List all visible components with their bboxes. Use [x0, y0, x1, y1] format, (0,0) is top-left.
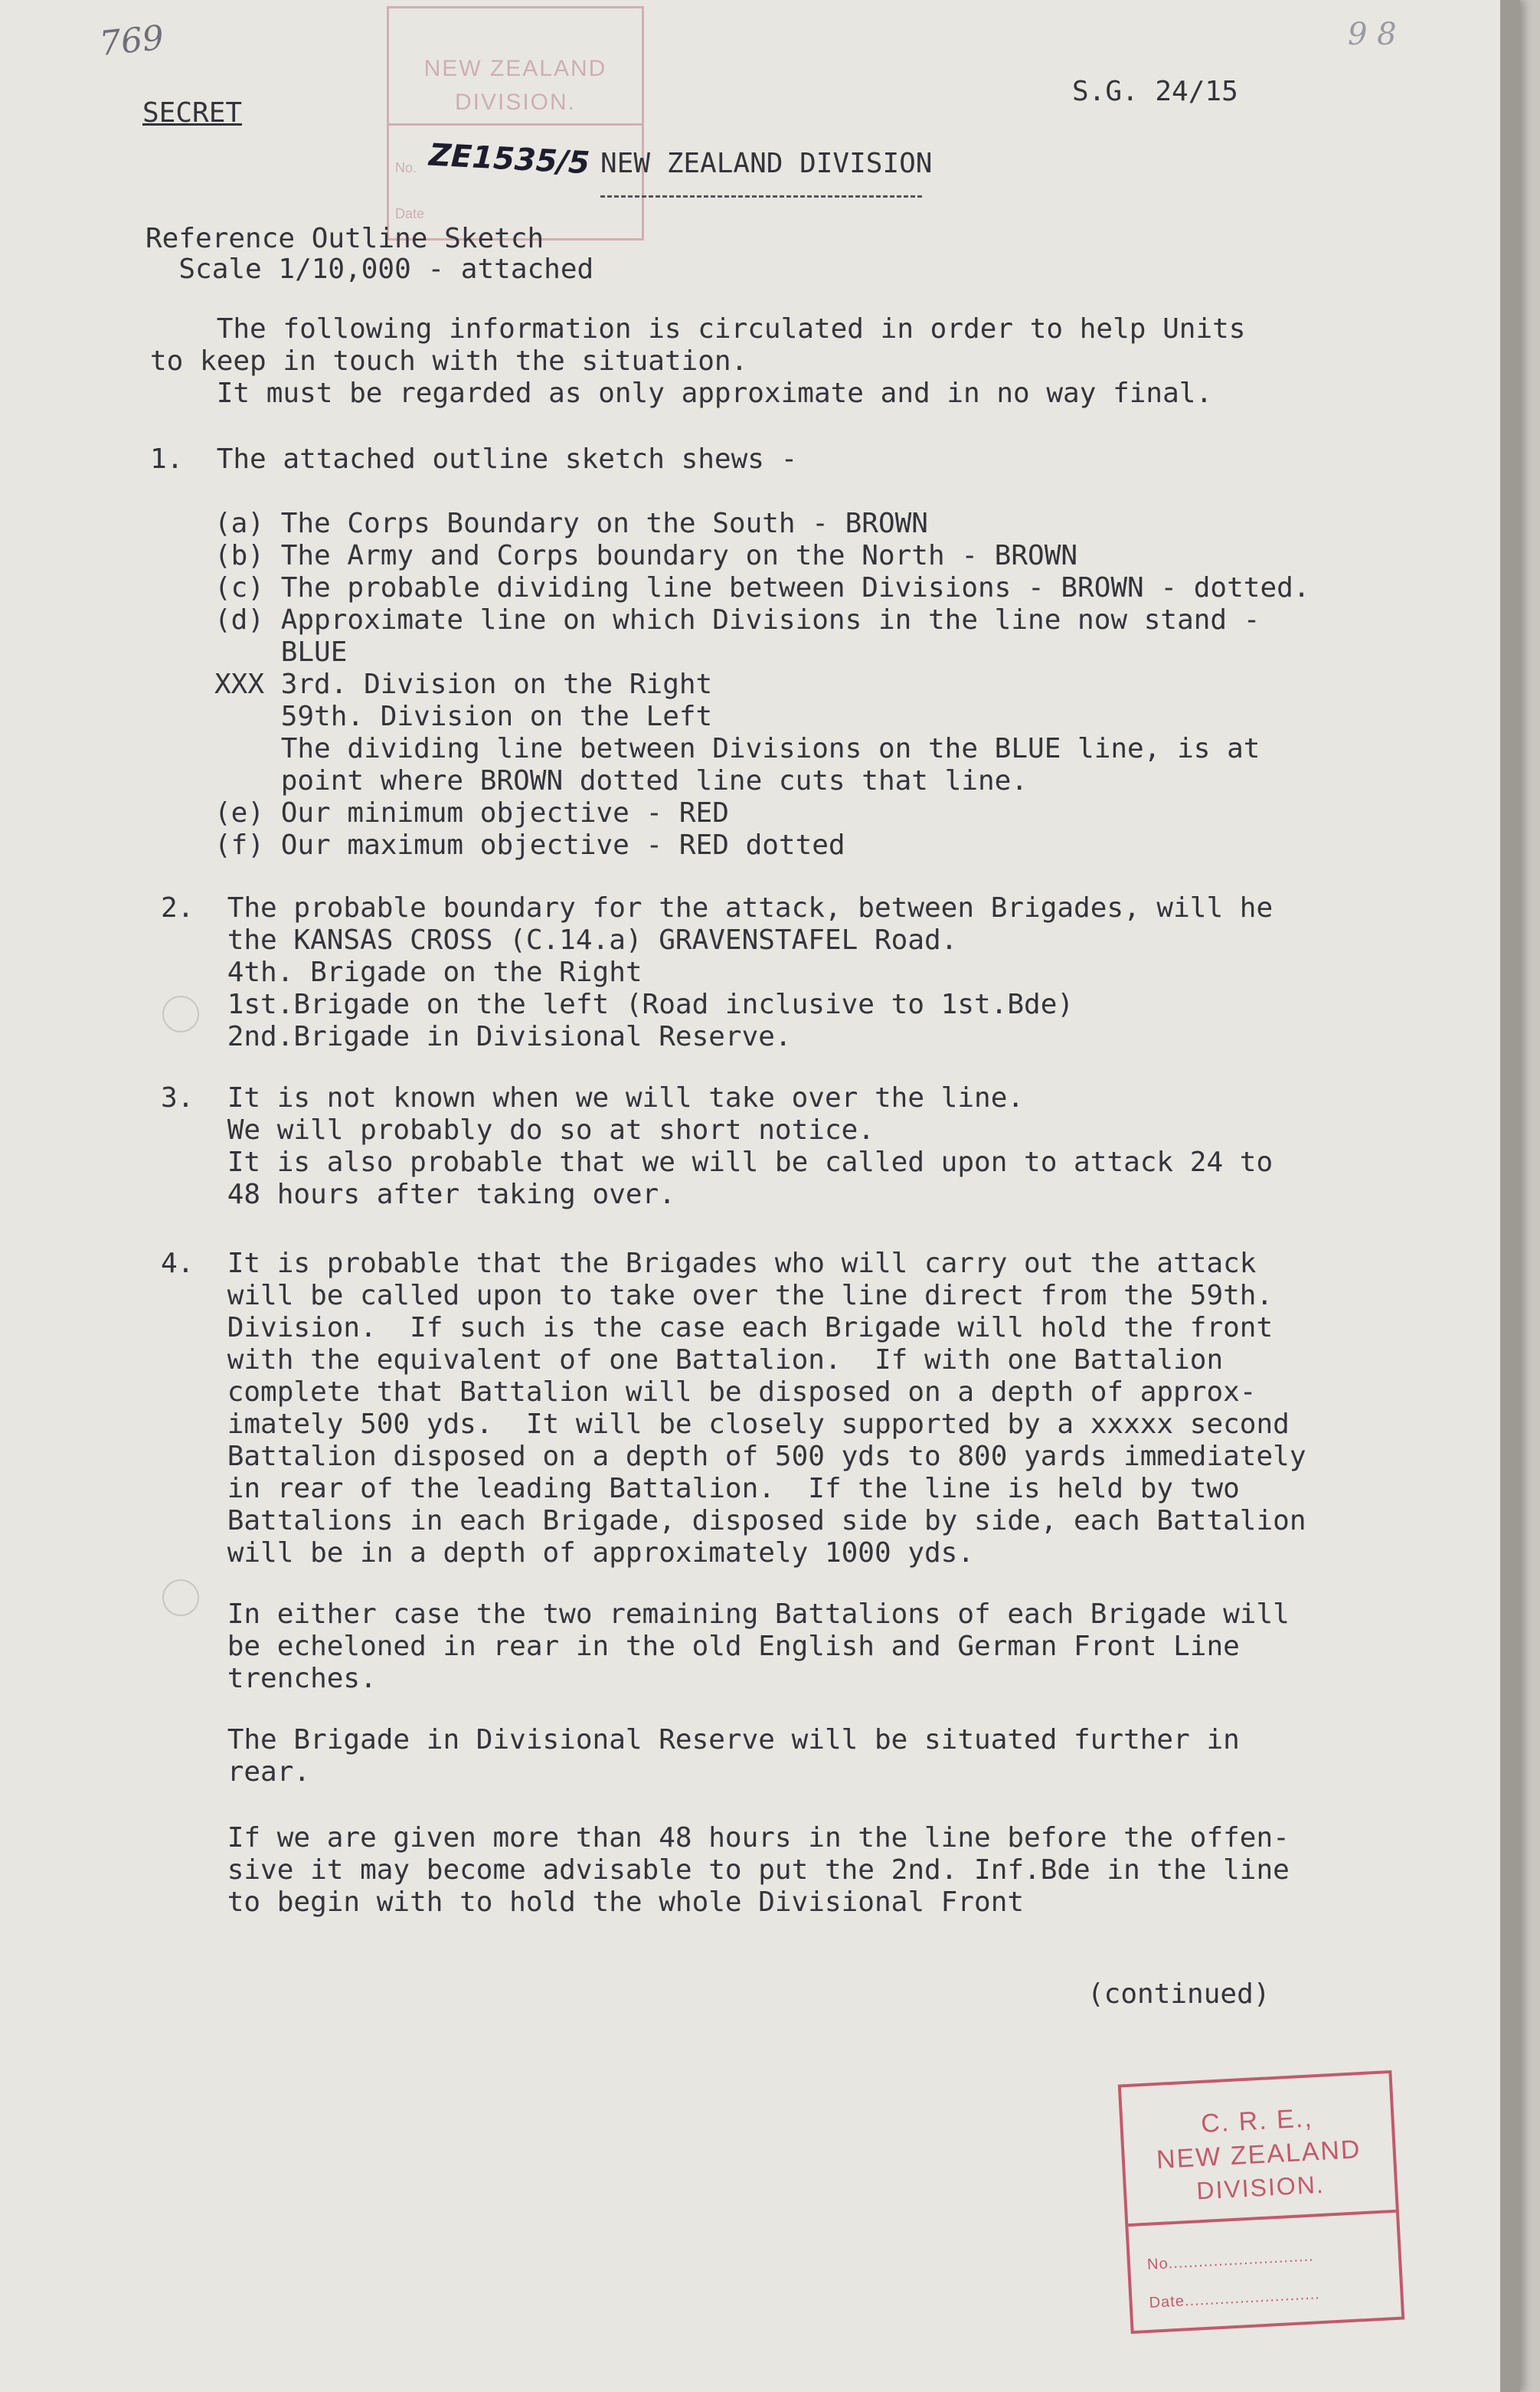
section-1-item: 59th. Division on the Left	[214, 701, 713, 732]
reference-line-2: Scale 1/10,000 - attached	[145, 254, 594, 285]
section-1-item: The dividing line between Divisions on the BLUE line, is at	[214, 733, 1260, 764]
continued-label: (continued)	[1087, 1978, 1270, 2010]
section-4-line: 4. It is probable that the Brigades who will carry out the attack	[161, 1248, 1257, 1279]
section-4-line: imately 500 yds. It will be closely supported by a xxxxx second	[161, 1409, 1290, 1440]
classification-label: SECRET	[142, 97, 243, 129]
stamp-bottom-date-label: Date...........................	[1149, 2286, 1321, 2312]
intro-line: to keep in touch with the situation.	[150, 345, 748, 377]
section-4-line: Division. If such is the case each Brigade will hold the front	[161, 1312, 1274, 1343]
page-number-annotation: 769	[97, 18, 166, 64]
section-1-item: point where BROWN dotted line cuts that line.	[214, 765, 1028, 797]
division-title: NEW ZEALAND DIVISION	[600, 148, 933, 179]
punch-hole	[162, 996, 199, 1032]
page-edge	[1500, 0, 1520, 2392]
section-4-line: will be in a depth of approximately 1000 yds.	[161, 1537, 975, 1569]
intro-line: It must be regarded as only approximate and in no way final.	[150, 378, 1213, 409]
offensive-paragraph-line: to begin with to hold the whole Divisional Front	[161, 1886, 1025, 1918]
stamp-bottom-no-label: No.............................	[1146, 2247, 1315, 2273]
title-underline	[600, 195, 922, 198]
section-4-line: with the equivalent of one Battalion. If with one Battalion	[161, 1344, 1224, 1376]
stamp-top-date-label: Date	[395, 206, 425, 221]
section-2-line: 4th. Brigade on the Right	[161, 957, 642, 988]
section-1-item: XXX 3rd. Division on the Right	[214, 669, 713, 700]
corner-marks: 9 8	[1348, 17, 1397, 52]
file-number-handwritten: ZE1535/5	[427, 137, 591, 182]
section-4-line: will be called upon to take over the line direct from the 59th.	[161, 1280, 1274, 1311]
echelon-paragraph-line: trenches.	[161, 1663, 377, 1694]
section-3-line: We will probably do so at short notice.	[161, 1114, 875, 1146]
section-4-line: complete that Battalion will be disposed on a depth of approx-	[161, 1376, 1257, 1408]
section-1-item: (b) The Army and Corps boundary on the North - BROWN	[214, 540, 1078, 571]
section-3-line: 3. It is not known when we will take over the line.	[161, 1082, 1025, 1114]
stamp-top-line2: DIVISION.	[454, 90, 577, 115]
echelon-paragraph-line: be echeloned in rear in the old English and German Front Line	[161, 1631, 1240, 1662]
section-1-item: (e) Our minimum objective - RED	[214, 797, 729, 829]
section-1-item: (c) The probable dividing line between Divisions - BROWN - dotted.	[214, 572, 1310, 604]
stamp-top-divider	[389, 123, 642, 126]
section-3-line: 48 hours after taking over.	[161, 1179, 675, 1210]
section-2-line: the KANSAS CROSS (C.14.a) GRAVENSTAFEL Road.	[161, 924, 958, 956]
offensive-paragraph-line: If we are given more than 48 hours in the line before the offen-	[161, 1822, 1290, 1854]
section-4-line: Battalions in each Brigade, disposed side by side, each Battalion	[161, 1505, 1306, 1536]
reference-number: S.G. 24/15	[1072, 76, 1238, 107]
echelon-paragraph-line: In either case the two remaining Battalions of each Brigade will	[161, 1598, 1290, 1630]
section-2-line: 1st.Brigade on the left (Road inclusive to 1st.Bde)	[161, 989, 1074, 1020]
section-1-item: (d) Approximate line on which Divisions in the line now stand -	[214, 604, 1260, 636]
section-2-line: 2. The probable boundary for the attack, between Brigades, will he	[161, 892, 1274, 924]
punch-hole	[162, 1579, 199, 1616]
section-3-line: It is also probable that we will be called upon to attack 24 to	[161, 1147, 1274, 1178]
stamp-top-line1: NEW ZEALAND	[423, 56, 607, 81]
section-1-item: (f) Our maximum objective - RED dotted	[214, 830, 845, 861]
section-1-item: (a) The Corps Boundary on the South - BROWN	[214, 508, 928, 539]
stamp-top-no-label: No.	[395, 160, 417, 175]
offensive-paragraph-line: sive it may become advisable to put the 2nd. Inf.Bde in the line	[161, 1854, 1290, 1886]
stamp-bottom-line3: DIVISION.	[1195, 2170, 1326, 2205]
stamp-bottom-line2: NEW ZEALAND	[1156, 2135, 1362, 2175]
reserve-paragraph-line: rear.	[161, 1756, 311, 1788]
section-4-line: Battalion disposed on a depth of 500 yds to 800 yards immediately	[161, 1441, 1306, 1472]
stamp-bottom-divider	[1128, 2210, 1396, 2227]
reference-line-1: Reference Outline Sketch	[145, 223, 544, 254]
section-4-line: in rear of the leading Battalion. If the line is held by two	[161, 1473, 1240, 1504]
received-stamp-top	[387, 6, 644, 241]
section-1-heading: 1. The attached outline sketch shews -	[150, 443, 798, 475]
reserve-paragraph-line: The Brigade in Divisional Reserve will be situated further in	[161, 1724, 1240, 1756]
stamp-bottom-line1: C. R. E.,	[1200, 2103, 1314, 2138]
section-1-item: BLUE	[214, 636, 348, 668]
intro-line: The following information is circulated in order to help Units	[150, 313, 1246, 345]
section-2-line: 2nd.Brigade in Divisional Reserve.	[161, 1021, 792, 1052]
cre-stamp	[1118, 2070, 1405, 2334]
